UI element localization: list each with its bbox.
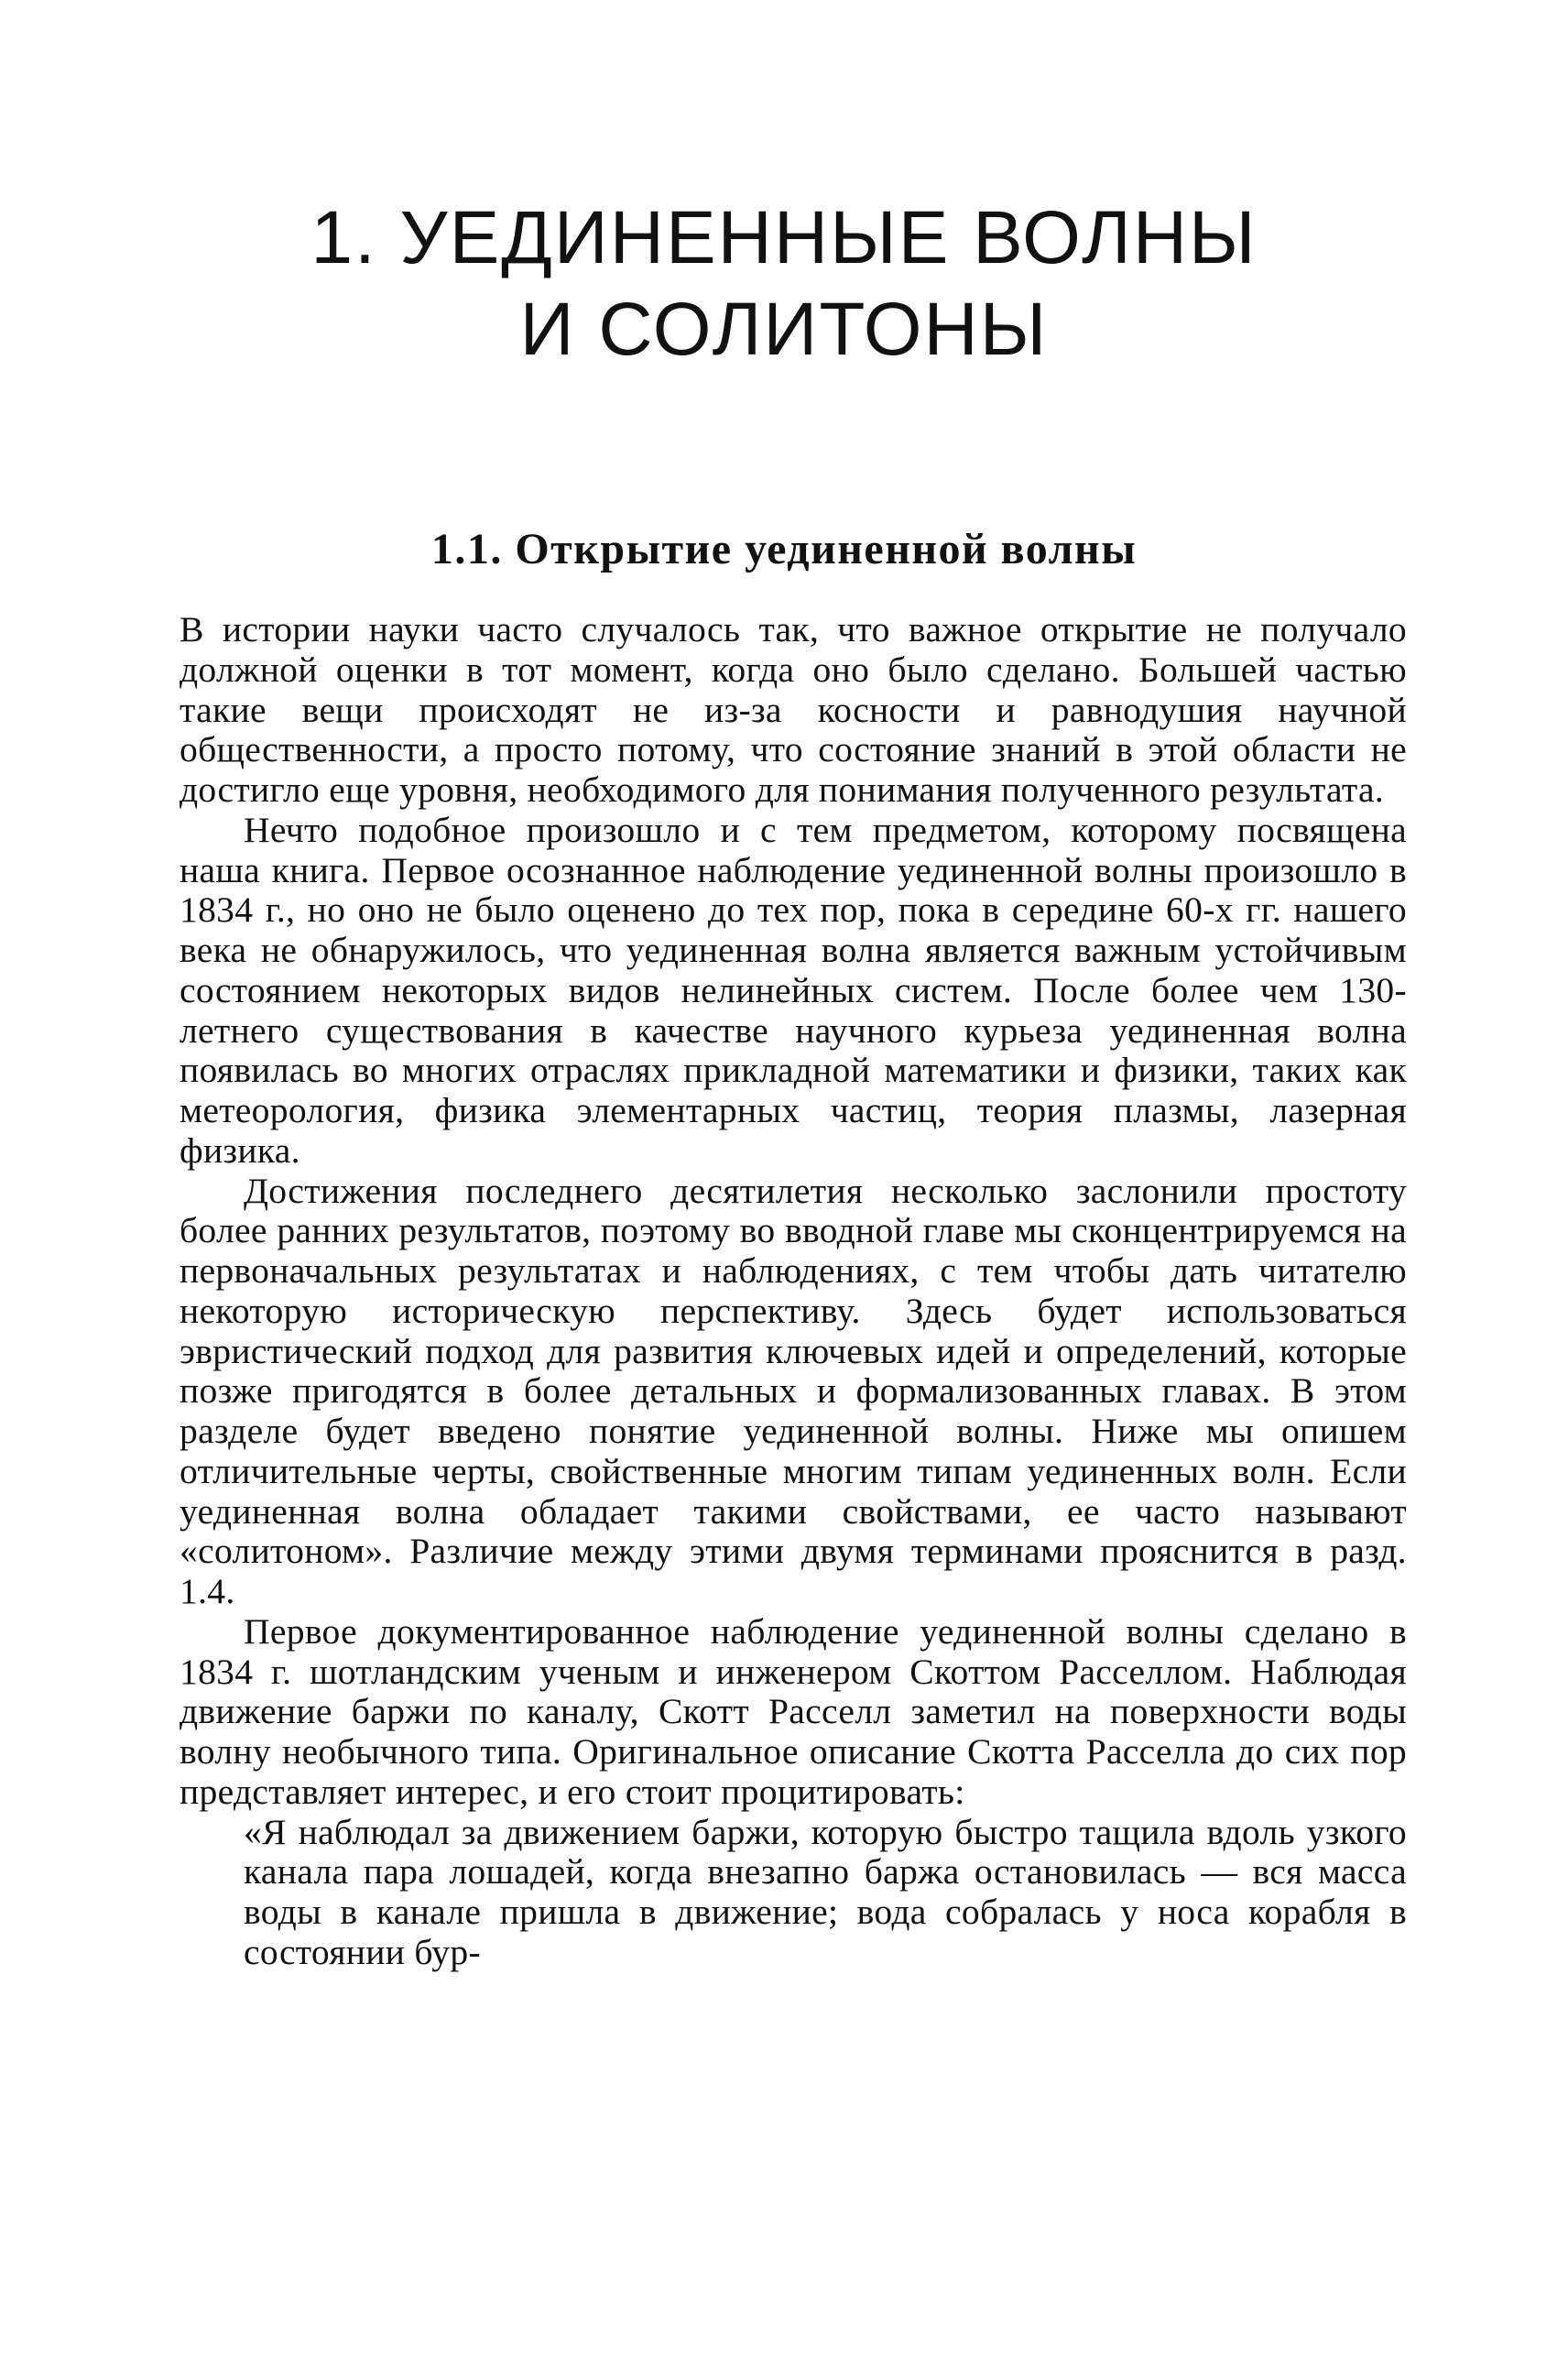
section-title: 1.1. Открытие уединенной волны: [430, 525, 1138, 573]
quotation: «Я наблюдал за движением баржи, которую быстро тащила вдоль узкого канала пара лошадей, когда внезапно баржа остановилась — вся масса воды в канале пришла в движение; вода собралась у носа корабля в состоянии бур-: [244, 1811, 1407, 1972]
chapter-title: [180, 192, 1388, 376]
chapter-title-line-2: И СОЛИТОНЫ: [519, 288, 1049, 371]
body-text: [180, 610, 1407, 1973]
chapter-title-line-1: 1. УЕДИНЕННЫЕ ВОЛНЫ: [310, 196, 1258, 279]
paragraph: Нечто подобное произошло и с тем предметом, которому посвящена наша книга. Первое осознанное наблюдение уединенной волны произошло в 1834 г., но оно не было оценено до тех пор, пока в середине 60-х гг. нашего века не обнаружилось, что уединенная волна является важным устойчивым состоянием некоторых видов нелинейных систем. После более чем 130-летнего существования в качестве научного курьеза уединенная волна появилась во многих отраслях прикладной математики и физики, таких как метеорология, физика элементарных частиц, теория плазмы, лазерная физика.: [180, 809, 1407, 1171]
paragraph: В истории науки часто случалось так, что важное открытие не получало должной оценки в тот момент, когда оно было сделано. Большей частью такие вещи происходят не из-за косности и равнодушия научной общественности, а просто потому, что состояние знаний в этой области не достигло еще уровня, необходимого для понимания полученного результата.: [180, 609, 1407, 810]
paragraph: Первое документированное наблюдение уединенной волны сделано в 1834 г. шотландским ученым и инженером Скоттом Расселлом. Наблюдая движение баржи по каналу, Скотт Расселл заметил на поверхности воды волну необычного типа. Оригинальное описание Скотта Расселла до сих пор представляет интерес, и его стоит процитировать:: [180, 1610, 1407, 1812]
paragraph: Достижения последнего десятилетия несколько заслонили простоту более ранних результатов, поэтому во вводной главе мы сконцентрируемся на первоначальных результатах и наблюдениях, с тем чтобы дать читателю некоторую историческую перспективу. Здесь будет использоваться эвристический подход для развития ключевых идей и определений, которые позже пригодятся в более детальных и формализованных главах. В этом разделе будет введено понятие уединенной волны. Ниже мы опишем отличительные черты, свойственные многим типам уединенных волн. Если уединенная волна обладает такими свойствами, ее часто называют «солитоном». Различие между этими двумя терминами прояснится в разд. 1.4.: [180, 1170, 1407, 1611]
